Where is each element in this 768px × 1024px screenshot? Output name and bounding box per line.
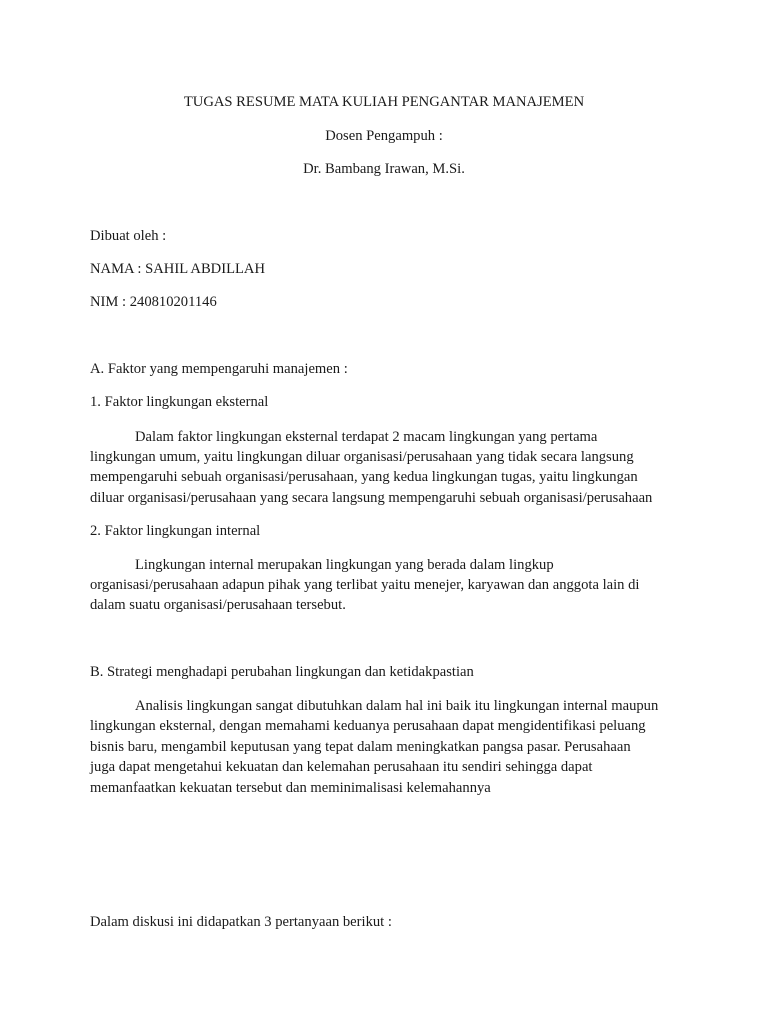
section-b-line: bisnis baru, mengambil keputusan yang tepat dalam meningkatkan pangsa pasar. Perusahaan — [90, 739, 631, 755]
student-name: NAMA : SAHIL ABDILLAH — [90, 261, 265, 277]
section-a-item1-line: diluar organisasi/perusahaan yang secara langsung mempengaruhi sebuah organisasi/perusahaan — [90, 490, 653, 506]
section-a-item2-heading: 2. Faktor lingkungan internal — [90, 523, 261, 539]
section-b-line: lingkungan eksternal, dengan memahami keduanya perusahaan dapat mengidentifikasi peluang — [90, 718, 646, 734]
section-a-item2-line: dalam suatu organisasi/perusahaan tersebut. — [90, 597, 346, 613]
student-nim: NIM : 240810201146 — [90, 294, 217, 310]
discussion-intro: Dalam diskusi ini didapatkan 3 pertanyaan berikut : — [90, 914, 392, 930]
section-a-item1-line: Dalam faktor lingkungan eksternal terdapat 2 macam lingkungan yang pertama — [135, 429, 598, 445]
section-a-item2-line: Lingkungan internal merupakan lingkungan yang berada dalam lingkup — [135, 557, 554, 573]
section-a-item1-line: mempengaruhi sebuah organisasi/perusahaan, yang kedua lingkungan tugas, yaitu lingkungan — [90, 469, 638, 485]
section-a-item2-line: organisasi/perusahaan adapun pihak yang terlibat yaitu menejer, karyawan dan anggota lain di — [90, 577, 640, 593]
made-by-label: Dibuat oleh : — [90, 228, 167, 244]
section-b-line: memanfaatkan kekuatan tersebut dan meminimalisasi kelemahannya — [90, 780, 491, 796]
lecturer-label: Dosen Pengampuh : — [325, 128, 443, 144]
section-b-heading: B. Strategi menghadapi perubahan lingkungan dan ketidakpastian — [90, 664, 474, 680]
section-b-line: juga dapat mengetahui kekuatan dan kelemahan perusahaan itu sendiri sehingga dapat — [90, 759, 593, 775]
document-title: TUGAS RESUME MATA KULIAH PENGANTAR MANAJEMEN — [183, 94, 585, 110]
section-a-item1-line: lingkungan umum, yaitu lingkungan diluar organisasi/perusahaan yang tidak secara langsung — [90, 449, 634, 465]
section-b-line: Analisis lingkungan sangat dibutuhkan dalam hal ini baik itu lingkungan internal maupun — [135, 698, 659, 714]
lecturer-name: Dr. Bambang Irawan, M.Si. — [303, 161, 465, 177]
section-a-heading: A. Faktor yang mempengaruhi manajemen : — [90, 361, 348, 377]
section-a-item1-heading: 1. Faktor lingkungan eksternal — [90, 394, 269, 410]
